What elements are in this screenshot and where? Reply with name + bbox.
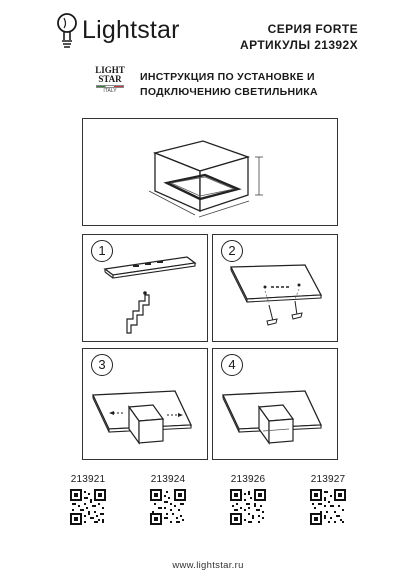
article-code: 213927 bbox=[310, 474, 346, 485]
qr-code-icon[interactable] bbox=[70, 489, 106, 525]
lightstar-logo bbox=[56, 10, 196, 50]
step-4-number: 4 bbox=[221, 354, 243, 376]
badge-line-1: LIGHT bbox=[95, 65, 125, 75]
website-link[interactable]: www.lightstar.ru bbox=[172, 560, 244, 571]
instruction-line-1: ИНСТРУКЦИЯ ПО УСТАНОВКЕ И bbox=[140, 71, 315, 83]
step-4-panel bbox=[212, 348, 338, 460]
article-item bbox=[218, 474, 278, 525]
step-3-number: 3 bbox=[91, 354, 113, 376]
step-2-number: 2 bbox=[221, 240, 243, 262]
article-item bbox=[298, 474, 358, 525]
article-code: 213924 bbox=[150, 474, 186, 485]
article-numbers: АРТИКУЛЫ 21392X bbox=[240, 38, 358, 52]
brand-name: Lightstar bbox=[82, 16, 180, 44]
step-1-panel bbox=[82, 234, 208, 342]
article-codes-row bbox=[0, 470, 416, 550]
badge-line-2: STAR bbox=[98, 74, 122, 84]
qr-code-icon[interactable] bbox=[230, 489, 266, 525]
product-dimension-drawing bbox=[82, 118, 338, 226]
qr-code-icon[interactable] bbox=[150, 489, 186, 525]
article-code: 213921 bbox=[70, 474, 106, 485]
bulb-icon bbox=[56, 10, 82, 50]
article-item bbox=[58, 474, 118, 525]
instruction-line-2: ПОДКЛЮЧЕНИЮ СВЕТИЛЬНИКА bbox=[140, 86, 318, 98]
step-1-number: 1 bbox=[91, 240, 113, 262]
lightstar-italy-badge bbox=[92, 66, 128, 104]
article-item bbox=[138, 474, 198, 525]
qr-code-icon[interactable] bbox=[310, 489, 346, 525]
fixture-isometric-drawing bbox=[83, 119, 336, 224]
step-2-panel bbox=[212, 234, 338, 342]
header bbox=[0, 0, 416, 60]
step-3-panel bbox=[82, 348, 208, 460]
badge-line-3: ITALY bbox=[103, 88, 117, 94]
instruction-title bbox=[140, 70, 318, 100]
article-code: 213926 bbox=[230, 474, 266, 485]
series-title: СЕРИЯ FORTE bbox=[267, 22, 358, 36]
